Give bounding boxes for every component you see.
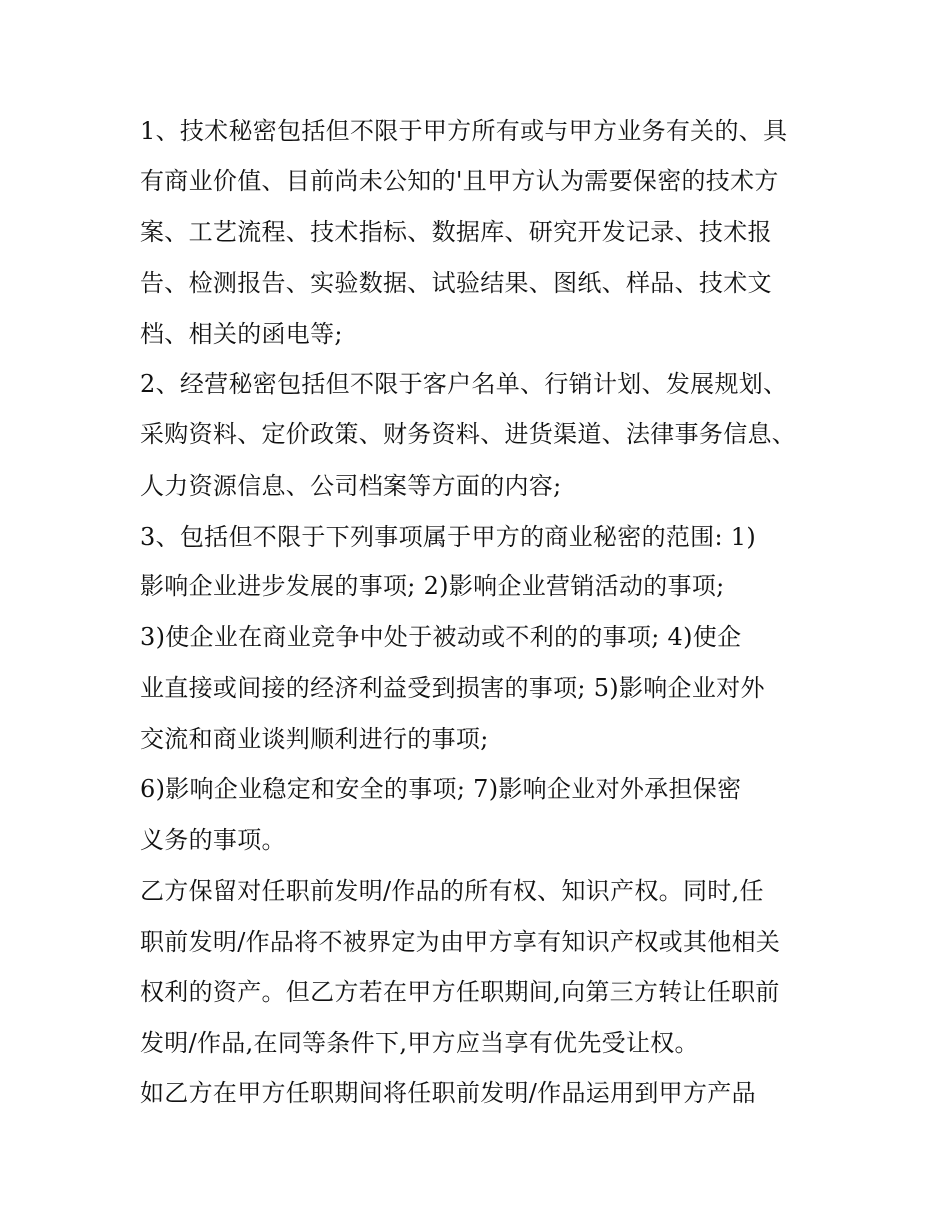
text-line: 发明/作品,在同等条件下,甲方应当享有优先受让权。 (140, 1029, 699, 1057)
text-line: 3)使企业在商业竞争中处于被动或不利的的事项; 4)使企 (140, 623, 742, 651)
text-line: 有商业价值、目前尚未公知的'且甲方认为需要保密的技术方 (140, 167, 779, 195)
text-line: 采购资料、定价政策、财务资料、进货渠道、法律事务信息、 (140, 420, 797, 448)
text-line: 1、技术秘密包括但不限于甲方所有或与甲方业务有关的、具 (140, 117, 788, 145)
text-line: 告、检测报告、实验数据、试验结果、图纸、样品、技术文 (140, 269, 772, 297)
text-line: 6)影响企业稳定和安全的事项; 7)影响企业对外承担保密 (140, 775, 742, 803)
text-line: 乙方保留对任职前发明/作品的所有权、知识产权。同时,任 (140, 877, 764, 905)
text-line: 人力资源信息、公司档案等方面的内容; (140, 472, 562, 500)
text-line: 案、工艺流程、技术指标、数据库、研究开发记录、技术报 (140, 218, 772, 246)
text-line: 如乙方在甲方任职期间将任职前发明/作品运用到甲方产品 (140, 1079, 756, 1107)
text-line: 职前发明/作品将不被界定为由甲方享有知识产权或其他相关 (140, 928, 781, 956)
text-line: 影响企业进步发展的事项; 2)影响企业营销活动的事项; (140, 572, 725, 600)
text-line: 义务的事项。 (140, 826, 286, 854)
text-line: 交流和商业谈判顺利进行的事项; (140, 725, 489, 753)
text-line: 业直接或间接的经济利益受到损害的事项; 5)影响企业对外 (140, 674, 765, 702)
text-line: 档、相关的函电等; (140, 320, 343, 348)
text-line: 3、包括但不限于下列事项属于甲方的商业秘密的范围: 1) (140, 523, 757, 551)
text-line: 权利的资产。但乙方若在甲方任职期间,向第三方转让任职前 (140, 978, 780, 1006)
text-line: 2、经营秘密包括但不限于客户名单、行销计划、发展规划、 (140, 370, 788, 398)
